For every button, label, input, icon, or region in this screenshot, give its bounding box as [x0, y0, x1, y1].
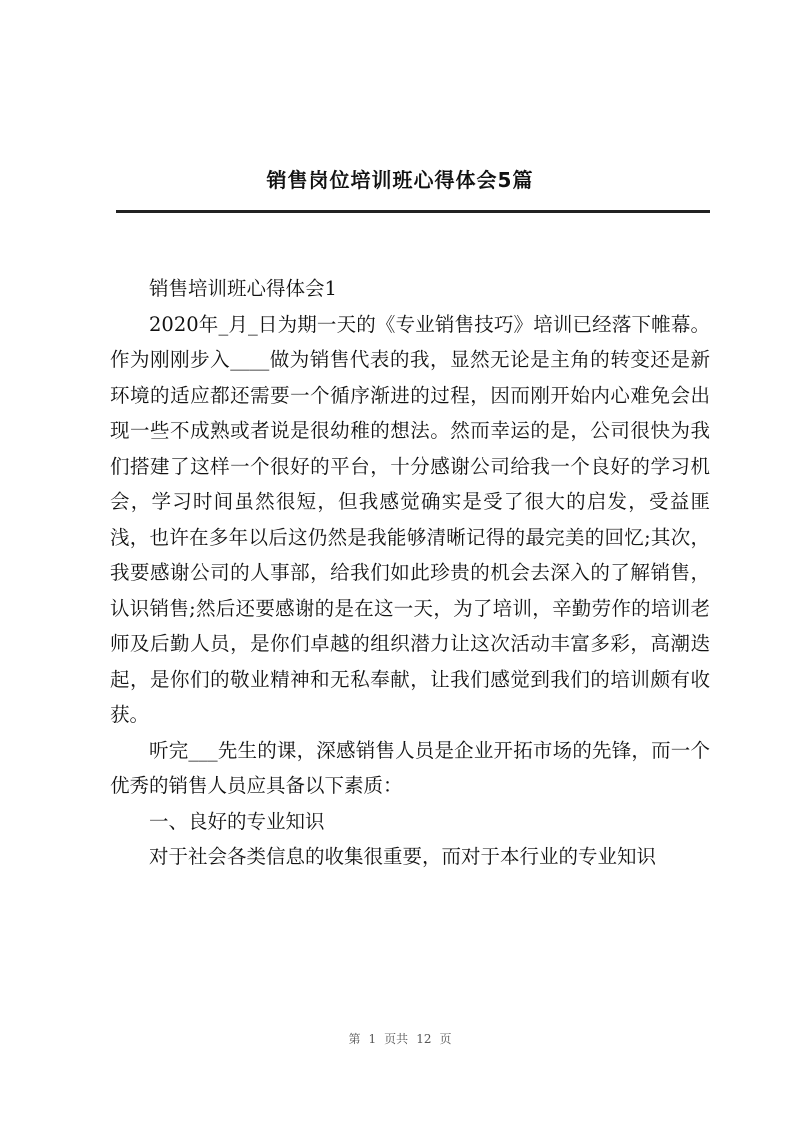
body-paragraph: 对于社会各类信息的收集很重要，而对于本行业的专业知识	[149, 845, 657, 868]
document-body	[110, 271, 710, 875]
subsection-heading: 一、良好的专业知识	[149, 809, 325, 833]
document-title: 销售岗位培训班心得体会5篇	[266, 168, 534, 192]
footer-prefix: 第	[348, 1032, 361, 1046]
section-heading: 销售培训班心得体会1	[149, 277, 337, 300]
page-footer	[0, 1030, 800, 1048]
body-paragraph: 听完___先生的课，深感销售人员是企业开拓市场的先锋，而一个优秀的销售人员应具备以下素质：	[110, 738, 710, 797]
footer-suffix: 页	[439, 1032, 452, 1046]
footer-page-number: 1	[368, 1032, 377, 1046]
footer-middle: 页共	[384, 1032, 409, 1046]
footer-total-pages: 12	[416, 1032, 432, 1046]
title-divider	[116, 210, 710, 213]
body-paragraph: 2020年_月_日为期一天的《专业销售技巧》培训已经落下帷幕。作为刚刚步入____做为销售代表的我，显然无论是主角的转变还是新环境的适应都还需要一个循序渐进的过程，因而刚开始内心难免会出现一些不成熟或者说是很幼稚的想法。然而幸运的是，公司很快为我们搭建了这样一个很好的平台，十分感谢公司给我一个良好的学习机会，学习时间虽然很短，但我感觉确实是受了很大的启发，受益匪浅，也许在多年以后这仍然是我能够清晰记得的最完美的回忆;其次，我要感谢公司的人事部，给我们如此珍贵的机会去深入的了解销售，认识销售;然后还要感谢的是在这一天，为了培训，辛勤劳作的培训老师及后勤人员，是你们卓越的组织潜力让这次活动丰富多彩，高潮迭起，是你们的敬业精神和无私奉献，让我们感觉到我们的培训颇有收获。	[110, 312, 710, 726]
